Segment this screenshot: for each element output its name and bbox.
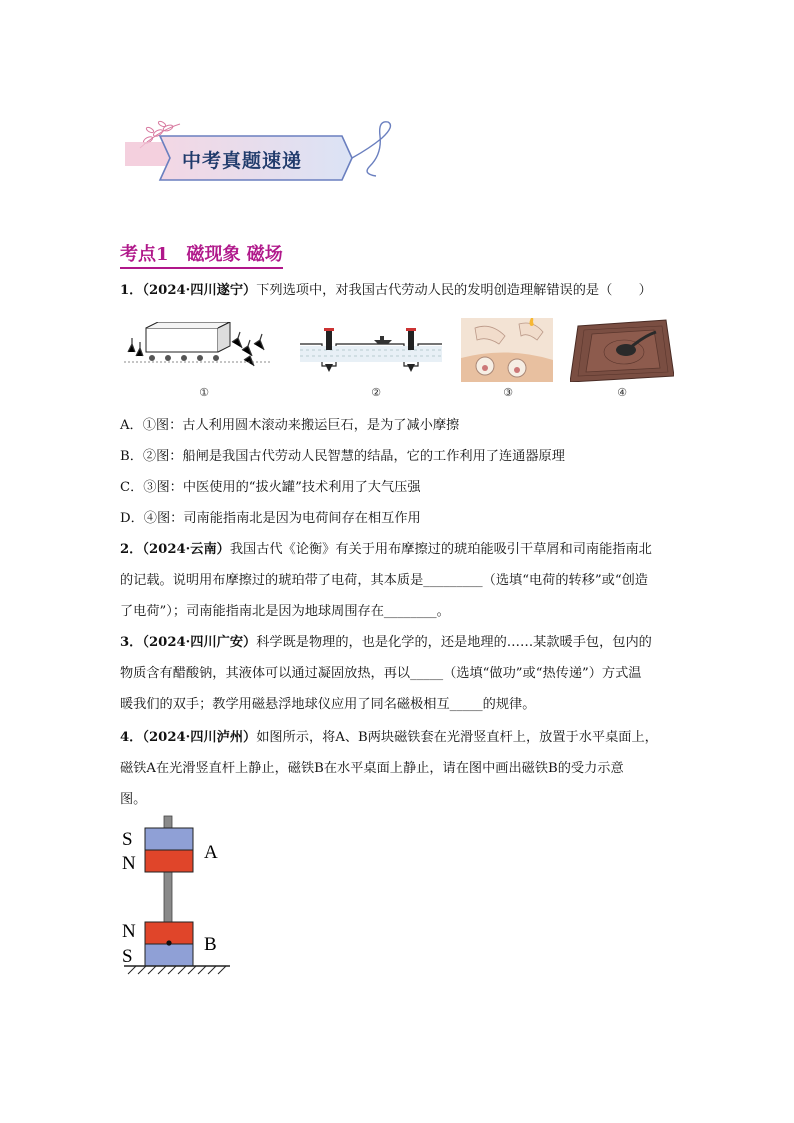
q3-line-2: 物质含有醋酸钠，其液体可以通过凝固放热，再以_____（选填“做功”或“热传递”）方式温 — [120, 666, 642, 681]
figure-4-sinan-compass — [570, 318, 674, 382]
option-letter: C． — [120, 480, 144, 495]
option-text: ③图：中医使用的“拔火罐”技术利用了大气压强 — [143, 480, 421, 495]
q4-line-1: 如图所示，将A、B两块磁铁套在光滑竖直杆上，放置于水平桌面上， — [256, 730, 658, 745]
question-4 — [120, 722, 680, 815]
figure-label-1: ① — [199, 386, 209, 399]
q1-text: 下列选项中，对我国古代劳动人民的发明创造理解错误的是（ ） — [256, 283, 652, 298]
figure-label-2: ② — [371, 386, 381, 399]
q1-option-d — [120, 509, 421, 529]
question-3 — [120, 627, 680, 720]
q4-number: 4． — [120, 730, 143, 745]
option-text: ②图：船闸是我国古代劳动人民智慧的结晶，它的工作利用了连通器原理 — [142, 449, 565, 464]
q2-number: 2． — [120, 542, 143, 557]
magnet-figure — [118, 812, 248, 984]
magnet-a-pole-top: S — [122, 829, 133, 850]
q1-option-b — [120, 447, 565, 467]
q4-line-3: 图。 — [120, 792, 147, 807]
figure-2-ship-lock — [300, 326, 442, 378]
magnet-a-pole-bottom: N — [122, 853, 136, 874]
q2-line-2: 的记载。说明用布摩擦过的琥珀带了电荷，其本质是_________（选填“电荷的转移”或“创造 — [120, 573, 648, 588]
q1-option-a — [120, 416, 459, 436]
magnet-a-label: A — [204, 842, 218, 863]
option-text: ①图：古人利用圆木滚动来搬运巨石，是为了减小摩擦 — [142, 418, 460, 433]
magnet-b-center-dot — [166, 940, 171, 945]
q1-number: 1． — [120, 283, 143, 298]
option-letter: A． — [120, 418, 143, 433]
question-1-stem — [120, 275, 680, 306]
figure-3-cupping — [461, 318, 553, 382]
q2-line-1: 我国古代《论衡》有关于用布摩擦过的琥珀能吸引干草屑和司南能指南北 — [229, 542, 652, 557]
q3-line-3: 暖我们的双手；教学用磁悬浮地球仪应用了同名磁极相互_____的规律。 — [120, 697, 536, 712]
magnet-b-label: B — [204, 934, 217, 955]
figure-1-rolling-logs — [124, 322, 272, 380]
figure-label-4: ④ — [617, 386, 627, 399]
option-letter: B． — [120, 449, 143, 464]
banner-title: 中考真题速递 — [182, 150, 303, 172]
magnet-a-bottom-half — [145, 850, 193, 872]
magnet-b-pole-top: N — [122, 921, 136, 942]
q4-source: （2024·四川泸州） — [142, 730, 257, 745]
figure-label-3: ③ — [503, 386, 513, 399]
section-heading: 考点1 磁现象 磁场 — [120, 240, 283, 269]
q3-number: 3． — [120, 635, 143, 650]
magnet-b-pole-bottom: S — [122, 946, 133, 967]
q2-source: （2024·云南） — [142, 542, 230, 557]
question-2 — [120, 534, 680, 627]
magnet-a-top-half — [145, 828, 193, 850]
option-letter: D． — [120, 511, 144, 526]
q3-line-1: 科学既是物理的，也是化学的，还是地理的……某款暖手包，包内的 — [256, 635, 652, 650]
option-text: ④图：司南能指南北是因为电荷间存在相互作用 — [143, 511, 421, 526]
q2-line-3: 了电荷”）；司南能指南北是因为地球周围存在________。 — [120, 604, 450, 619]
q4-line-2: 磁铁A在光滑竖直杆上静止，磁铁B在水平桌面上静止，请在图中画出磁铁B的受力示意 — [120, 761, 624, 776]
table-hatching — [128, 966, 226, 974]
q1-source: （2024·四川遂宁） — [142, 283, 257, 298]
q1-option-c — [120, 478, 421, 498]
q3-source: （2024·四川广安） — [142, 635, 257, 650]
magnet-b-bottom-half — [145, 944, 193, 966]
